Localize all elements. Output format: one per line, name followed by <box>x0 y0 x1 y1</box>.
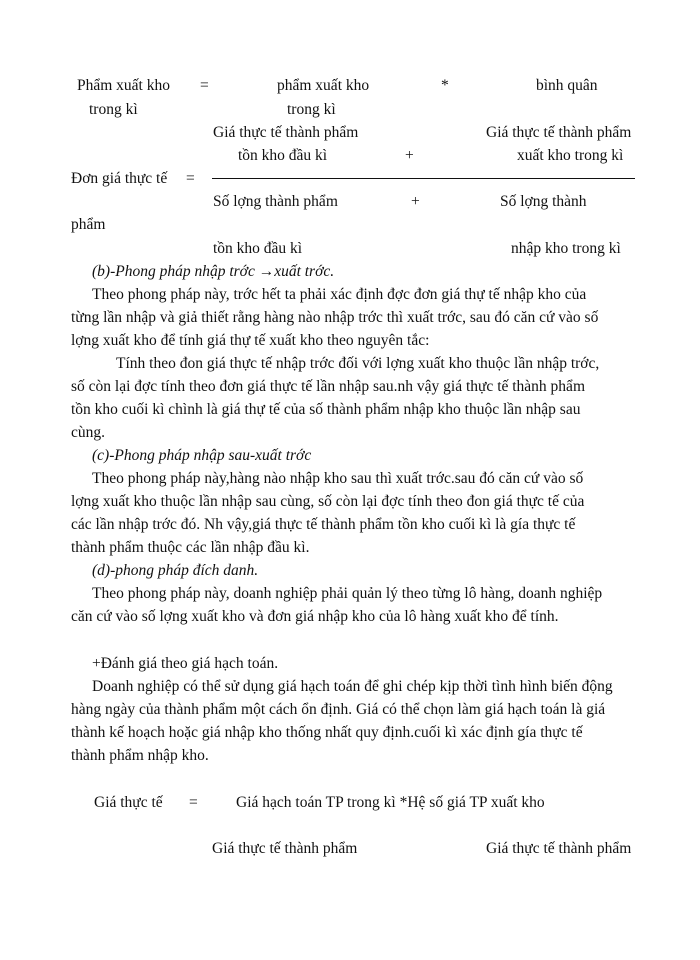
formula1-lhs-line1: Phẩm xuất kho <box>77 77 170 94</box>
formula2-equals: = <box>186 170 195 187</box>
section-b-heading: (b)-Phong pháp nhập trớc →xuất trớc. <box>92 263 335 280</box>
hach-toan-heading: +Đánh giá theo giá hạch toán. <box>92 655 279 672</box>
hach-toan-line3: thành kế hoạch hoặc giá nhập kho thống nhất quy định.cuối kì xác định gía thực tế <box>71 724 583 741</box>
formula1-mid-line1: phẩm xuất kho <box>277 77 370 94</box>
section-c-line2: lợng xuất kho thuộc lần nhập sau cùng, số còn lại đợc tính theo đon giá thực tế của <box>71 493 585 510</box>
formula1-rhs: bình quân <box>536 77 598 94</box>
section-c-line3: các lần nhập trớc đó. Nh vậy,giá thực tế thành phẩm tồn kho cuối kì là gía thực tế <box>71 516 576 533</box>
formula3-rhs: Giá hạch toán TP trong kì *Hệ số giá TP xuất kho <box>236 794 545 811</box>
section-b-para2-line2: số còn lại đợc tính theo đơn giá thực tế lần nhập sau.nh vậy giá thực tế thành phẩm <box>71 378 585 395</box>
formula2-numerator-left-line2: tồn kho đầu kì <box>238 147 328 164</box>
formula2-denominator-plus: + <box>411 193 420 210</box>
section-b-para2-line1: Tính theo đon giá thực tế nhập trớc đối với lợng xuất kho thuộc lần nhập trớc, <box>116 355 600 372</box>
formula4-right: Giá thực tế thành phẩm <box>486 840 632 857</box>
section-d-line2: căn cứ vào số lợng xuất kho và đơn giá nhập kho của lô hàng xuất kho để tính. <box>71 608 559 625</box>
section-c-line1: Theo phong pháp này,hàng nào nhập kho sau thì xuất trớc.sau đó căn cứ vào số <box>92 470 584 487</box>
hach-toan-line4: thành phẩm nhập kho. <box>71 747 209 764</box>
formula1-multiply: * <box>441 77 449 94</box>
formula4-left: Giá thực tế thành phẩm <box>212 840 358 857</box>
formula2-numerator-right-line2: xuất kho trong kì <box>517 147 624 164</box>
formula2-denominator-left-line2: tồn kho đầu kì <box>213 240 303 257</box>
formula2-denominator-right-line1: Số lợng thành <box>500 193 587 210</box>
section-b-para1-line3: lợng xuất kho để tính giá thự tế xuất kho theo nguyên tắc: <box>71 332 430 349</box>
formula2-denominator-left-line1: Số lợng thành phẩm <box>213 193 338 210</box>
section-d-heading: (d)-phong pháp đích danh. <box>92 562 259 579</box>
section-c-line4: thành phẩm thuộc các lần nhập đầu kì. <box>71 539 310 556</box>
formula2-lhs: Đơn giá thực tế <box>71 170 168 187</box>
formula2-denominator-wrap: phẩm <box>71 216 106 233</box>
section-c-heading: (c)-Phong pháp nhập sau-xuất trớc <box>92 447 312 464</box>
section-d-line1: Theo phong pháp này, doanh nghiệp phải quản lý theo từng lô hàng, doanh nghiệp <box>92 585 603 602</box>
formula1-equals: = <box>200 77 209 94</box>
formula2-denominator-right-line2: nhập kho trong kì <box>511 240 621 257</box>
hach-toan-line1: Doanh nghiệp có thể sử dụng giá hạch toán để ghi chép kịp thời tình hình biến động <box>92 678 613 695</box>
hach-toan-line2: hàng ngày của thành phẩm một cách ổn định. Giá có thể chọn làm giá hạch toán là giá <box>71 701 606 718</box>
formula1-lhs-line2: trong kì <box>89 101 138 118</box>
section-b-para2-line4: cùng. <box>71 424 106 441</box>
fraction-bar <box>212 178 635 179</box>
section-b-para2-line3: tồn kho cuối kì chình là giá thự tế của số thành phẩm nhập kho thuộc lần nhập sau <box>71 401 581 418</box>
formula2-numerator-right-line1: Giá thực tế thành phẩm <box>486 124 632 141</box>
formula2-numerator-left-line1: Giá thực tế thành phẩm <box>213 124 359 141</box>
section-b-para1-line2: từng lần nhập và giả thiết rằng hàng nào nhập trớc thì xuất trớc, sau đó căn cứ vào số <box>71 309 599 326</box>
formula1-mid-line2: trong kì <box>287 101 336 118</box>
formula3-lhs: Giá thực tế <box>94 794 163 811</box>
formula3-equals: = <box>189 794 198 811</box>
section-b-para1-line1: Theo phong pháp này, trớc hết ta phải xác định đợc đơn giá thự tế nhập kho của <box>92 286 587 303</box>
formula2-numerator-plus: + <box>405 147 414 164</box>
